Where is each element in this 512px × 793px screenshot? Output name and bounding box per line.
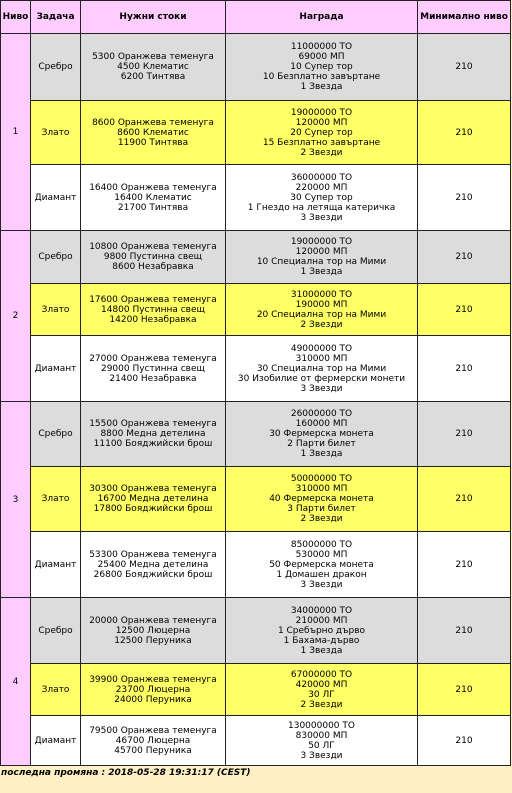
reward-item: 30 Фермерска монета [269, 429, 374, 439]
reward-item: 30 Супер тор [290, 192, 353, 203]
table-row [1, 165, 511, 231]
goods-item: 23700 Люцерна [115, 684, 191, 695]
goods-item: 5300 Оранжева теменуга [92, 52, 214, 62]
reward-cell [226, 467, 418, 532]
goods-item: 12500 Перуника [114, 635, 192, 646]
task-cell: Диамант [31, 336, 81, 402]
task-cell: Диамант [31, 716, 81, 766]
reward-cell [226, 664, 418, 716]
reward-item: 190000 МП [295, 299, 348, 310]
reward-cell [226, 165, 418, 231]
task-cell: Сребро [31, 402, 81, 467]
goods-cell [81, 402, 226, 467]
goods-item: 17600 Оранжева теменуга [89, 294, 217, 305]
reward-item: 10 Супер тор [290, 62, 353, 72]
reward-item: 40 Фермерска монета [269, 494, 374, 504]
reward-item: 1 Звезда [300, 449, 343, 459]
reward-item: 310000 МП [295, 484, 348, 494]
goods-cell [81, 284, 226, 336]
min-level-cell: 210 [418, 101, 511, 165]
reward-cell [226, 34, 418, 101]
reward-item: 3 Звезди [300, 212, 343, 223]
min-level-cell: 210 [418, 231, 511, 284]
level-cell: 3 [1, 402, 31, 598]
reward-item: 120000 МП [295, 117, 348, 128]
reward-item: 2 Парти билет [287, 439, 356, 449]
goods-item: 46700 Люцерна [115, 735, 191, 746]
goods-cell [81, 467, 226, 532]
goods-cell [81, 664, 226, 716]
goods-item: 53300 Оранжева теменуга [89, 549, 217, 560]
task-cell: Сребро [31, 598, 81, 664]
reward-item: 1 Домашен дракон [276, 569, 367, 580]
task-cell: Злато [31, 467, 81, 532]
level-cell: 2 [1, 231, 31, 402]
table-row [1, 336, 511, 402]
reward-item: 30 Изобилие от фермерски монети [237, 373, 406, 384]
reward-item: 85000000 ТО [290, 539, 353, 550]
reward-item: 20 Супер тор [290, 127, 353, 138]
table-row [1, 467, 511, 532]
goods-item: 4500 Клематис [117, 62, 189, 72]
goods-item: 9800 Пустинна свещ [103, 252, 203, 262]
table-row [1, 532, 511, 598]
level-cell: 1 [1, 34, 31, 231]
reward-item: 11000000 ТО [290, 42, 353, 52]
goods-item: 21700 Тинтява [117, 202, 189, 213]
reward-item: 2 Звезди [300, 319, 343, 330]
reward-item: 26000000 ТО [290, 409, 353, 419]
min-level-cell: 210 [418, 336, 511, 402]
goods-cell [81, 716, 226, 766]
reward-item: 1 Сребърно дърво [277, 625, 366, 636]
min-level-cell: 210 [418, 402, 511, 467]
reward-item: 120000 МП [295, 247, 348, 257]
goods-item: 11900 Тинтява [117, 137, 189, 148]
reward-item: 1 Звезда [300, 645, 343, 656]
goods-item: 16700 Медна детелина [97, 494, 209, 504]
goods-item: 20000 Оранжева теменуга [89, 615, 217, 626]
reward-item: 2 Звезди [300, 699, 343, 710]
reward-item: 30 Специална тор на Мими [256, 363, 387, 374]
min-level-cell: 210 [418, 165, 511, 231]
level-cell: 4 [1, 598, 31, 766]
reward-item: 420000 МП [295, 679, 348, 690]
reward-item: 310000 МП [295, 353, 348, 364]
reward-cell [226, 402, 418, 467]
task-cell: Сребро [31, 34, 81, 101]
reward-item: 1 Звезда [300, 82, 343, 92]
goods-item: 29000 Пустинна свещ [100, 363, 206, 374]
reward-item: 1 Гнездо на летяща катеричка [247, 202, 396, 213]
reward-item: 31000000 ТО [290, 289, 353, 300]
reward-item: 130000000 ТО [288, 720, 355, 731]
goods-cell [81, 165, 226, 231]
goods-item: 16400 Клематис [114, 192, 192, 203]
table-row [1, 716, 511, 766]
reward-item: 10 Специална тор на Мими [256, 257, 387, 267]
reward-item: 30 ЛГ [308, 689, 335, 700]
reward-item: 3 Звезди [300, 750, 343, 761]
header-task: Задача [31, 1, 81, 34]
goods-item: 6200 Тинтява [120, 72, 186, 82]
goods-item: 25400 Медна детелина [97, 559, 209, 570]
header-goods: Нужни стоки [81, 1, 226, 34]
reward-item: 20 Специална тор на Мими [256, 309, 387, 320]
reward-item: 160000 МП [295, 419, 348, 429]
goods-item: 8600 Оранжева теменуга [92, 117, 214, 128]
reward-cell [226, 284, 418, 336]
goods-item: 11100 Бояджийски брош [93, 439, 213, 449]
reward-item: 34000000 ТО [290, 605, 353, 616]
reward-cell [226, 532, 418, 598]
reward-cell [226, 336, 418, 402]
reward-item: 67000000 ТО [290, 669, 353, 680]
goods-cell [81, 34, 226, 101]
table-body [1, 34, 511, 766]
reward-item: 3 Звезди [300, 579, 343, 590]
goods-item: 14800 Пустинна свещ [100, 304, 206, 315]
reward-item: 2 Звезди [300, 147, 343, 158]
table-row [1, 402, 511, 467]
header-row [1, 1, 511, 34]
table-row [1, 101, 511, 165]
min-level-cell: 210 [418, 598, 511, 664]
reward-cell [226, 101, 418, 165]
table-row [1, 664, 511, 716]
header-min-level: Минимално ниво [418, 1, 511, 34]
goods-item: 8800 Медна детелина [100, 429, 206, 439]
goods-item: 45700 Перуника [114, 745, 192, 756]
goods-item: 30300 Оранжева теменуга [89, 484, 217, 494]
last-modified: последна промяна : 2018-05-28 19:31:17 (CEST) [1, 768, 251, 778]
header-level: Ниво [1, 1, 31, 34]
goods-item: 16400 Оранжева теменуга [89, 182, 217, 193]
min-level-cell: 210 [418, 664, 511, 716]
goods-cell [81, 336, 226, 402]
reward-item: 15 Безплатно завъртане [262, 137, 381, 148]
table-row [1, 34, 511, 101]
goods-item: 39900 Оранжева теменуга [89, 674, 217, 685]
goods-cell [81, 532, 226, 598]
goods-item: 14200 Незабравка [109, 314, 197, 325]
goods-item: 27000 Оранжева теменуга [89, 353, 217, 364]
header-reward: Награда [226, 1, 418, 34]
reward-item: 10 Безплатно завъртане [262, 72, 381, 82]
goods-item: 12500 Люцерна [115, 625, 191, 636]
goods-item: 26800 Бояджийски брош [93, 569, 213, 580]
goods-item: 8600 Незабравка [112, 262, 194, 272]
goods-cell [81, 598, 226, 664]
min-level-cell: 210 [418, 716, 511, 766]
reward-item: 19000000 ТО [290, 237, 353, 247]
reward-item: 3 Звезди [300, 383, 343, 394]
min-level-cell: 210 [418, 532, 511, 598]
reward-item: 49000000 ТО [290, 343, 353, 354]
reward-item: 50 Фермерска монета [269, 559, 374, 570]
reward-item: 530000 МП [295, 549, 348, 560]
task-cell: Диамант [31, 532, 81, 598]
goods-item: 10800 Оранжева теменуга [89, 242, 217, 252]
task-cell: Злато [31, 101, 81, 165]
reward-item: 210000 МП [295, 615, 348, 626]
reward-item: 3 Парти билет [287, 504, 356, 514]
min-level-cell: 210 [418, 284, 511, 336]
reward-item: 36000000 ТО [290, 172, 353, 183]
task-cell: Сребро [31, 231, 81, 284]
table-row [1, 284, 511, 336]
goods-item: 15500 Оранжева теменуга [89, 419, 217, 429]
goods-cell [81, 101, 226, 165]
reward-item: 1 Звезда [300, 267, 343, 277]
reward-item: 50000000 ТО [290, 474, 353, 484]
goods-item: 17800 Бояджийски брош [93, 504, 213, 514]
reward-item: 220000 МП [295, 182, 348, 193]
task-cell: Диамант [31, 165, 81, 231]
min-level-cell: 210 [418, 34, 511, 101]
reward-item: 50 ЛГ [308, 740, 335, 751]
reward-item: 830000 МП [295, 730, 348, 741]
goods-item: 21400 Незабравка [109, 373, 197, 384]
reward-item: 2 Звезди [300, 514, 343, 524]
task-cell: Злато [31, 284, 81, 336]
reward-item: 69000 МП [298, 52, 345, 62]
min-level-cell: 210 [418, 467, 511, 532]
reward-item: 19000000 ТО [290, 107, 353, 118]
goods-item: 79500 Оранжева теменуга [89, 725, 217, 736]
reward-item: 1 Бахама-дърво [283, 635, 360, 646]
goods-item: 8600 Клематис [117, 127, 189, 138]
table-row [1, 598, 511, 664]
goods-item: 24000 Перуника [114, 694, 192, 705]
task-cell: Злато [31, 664, 81, 716]
table-row [1, 231, 511, 284]
goods-cell [81, 231, 226, 284]
reward-cell [226, 598, 418, 664]
reward-cell [226, 231, 418, 284]
reward-cell [226, 716, 418, 766]
